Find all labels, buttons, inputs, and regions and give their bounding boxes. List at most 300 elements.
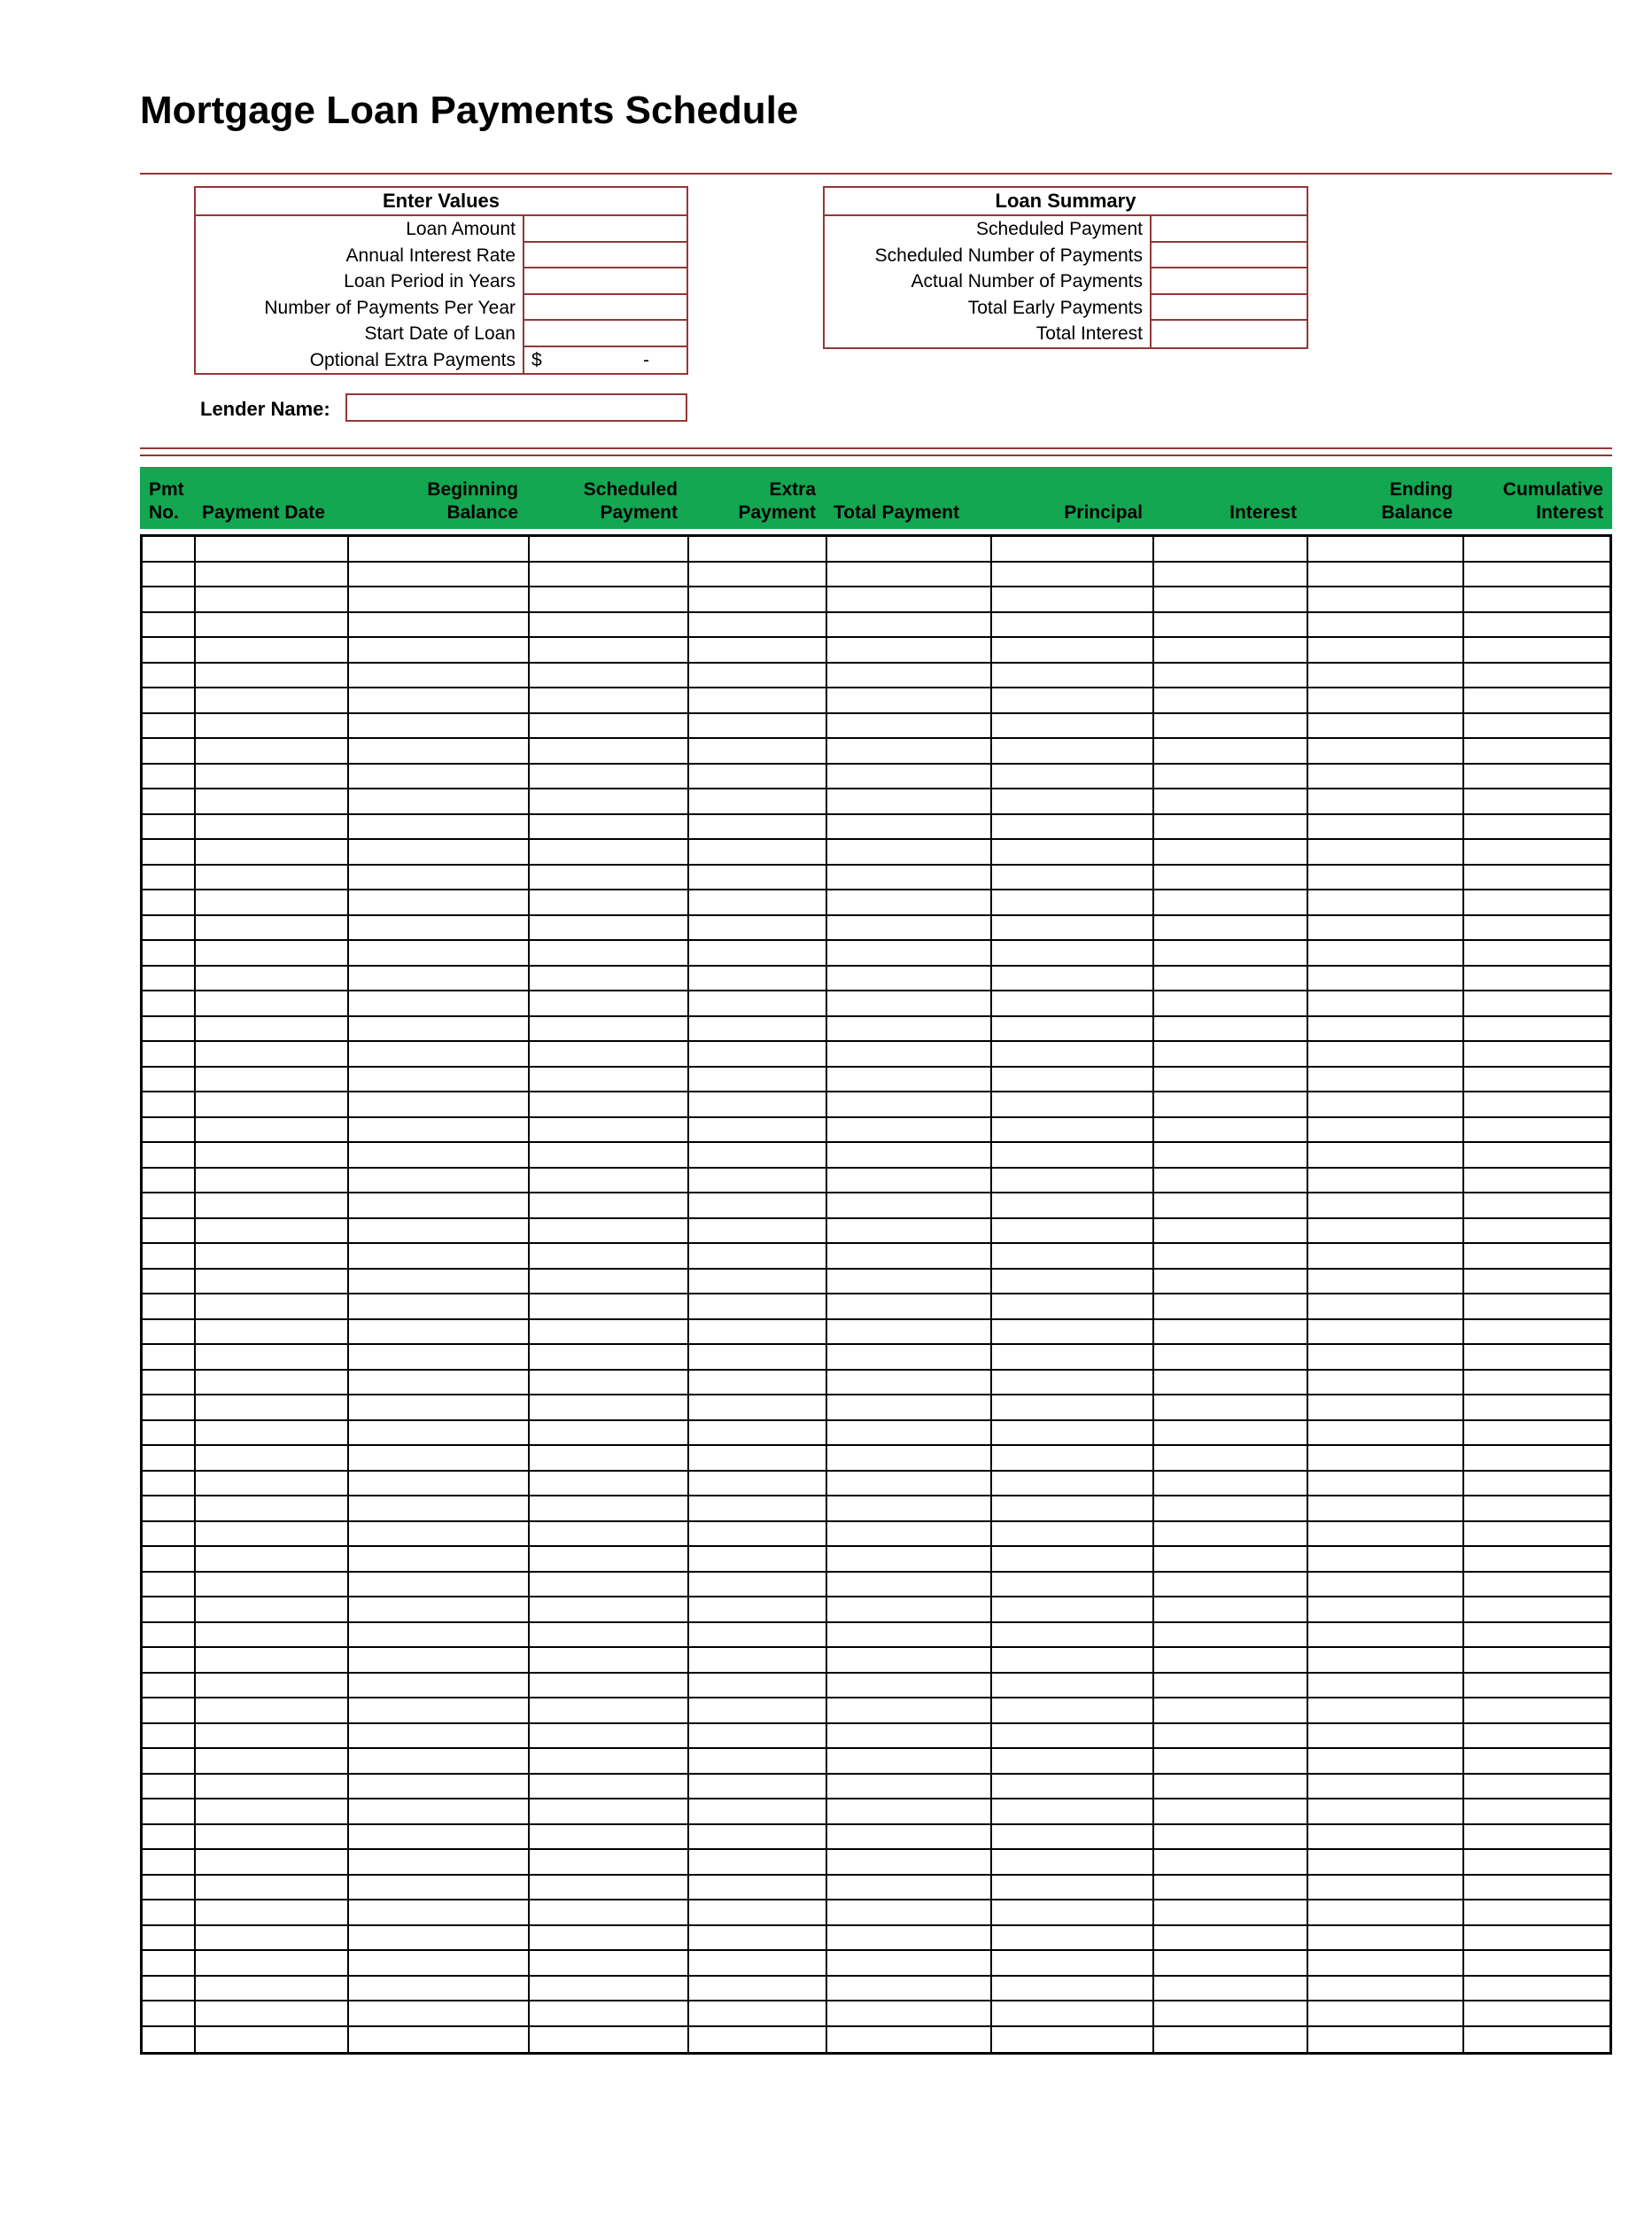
table-cell[interactable] <box>196 1597 349 1623</box>
table-cell[interactable] <box>530 991 689 1017</box>
table-cell[interactable] <box>992 1169 1154 1194</box>
table-cell[interactable] <box>827 1193 992 1219</box>
table-cell[interactable] <box>349 1522 530 1548</box>
table-cell[interactable] <box>689 1724 827 1750</box>
table-cell[interactable] <box>827 1825 992 1851</box>
table-cell[interactable] <box>349 714 530 740</box>
table-cell[interactable] <box>1308 1573 1464 1598</box>
table-cell[interactable] <box>1308 1825 1464 1851</box>
table-cell[interactable] <box>1464 613 1609 639</box>
table-cell[interactable] <box>992 1850 1154 1876</box>
table-cell[interactable] <box>1464 765 1609 790</box>
table-cell[interactable] <box>689 1977 827 2002</box>
table-cell[interactable] <box>1308 1472 1464 1497</box>
table-cell[interactable] <box>827 587 992 613</box>
table-cell[interactable] <box>689 1042 827 1068</box>
table-cell[interactable] <box>992 2027 1154 2053</box>
table-cell[interactable] <box>349 890 530 916</box>
table-cell[interactable] <box>349 1421 530 1447</box>
table-cell[interactable] <box>689 1698 827 1724</box>
table-cell[interactable] <box>143 1775 196 1800</box>
table-cell[interactable] <box>1154 866 1308 891</box>
table-cell[interactable] <box>1308 1068 1464 1093</box>
table-cell[interactable] <box>1464 2001 1609 2027</box>
table-cell[interactable] <box>530 1698 689 1724</box>
table-cell[interactable] <box>143 563 196 588</box>
table-cell[interactable] <box>689 1623 827 1649</box>
table-cell[interactable] <box>349 688 530 714</box>
table-cell[interactable] <box>689 2027 827 2053</box>
table-cell[interactable] <box>196 638 349 664</box>
table-cell[interactable] <box>827 1900 992 1926</box>
table-cell[interactable] <box>827 664 992 689</box>
table-cell[interactable] <box>992 1320 1154 1346</box>
table-cell[interactable] <box>1308 815 1464 841</box>
table-cell[interactable] <box>992 1876 1154 1901</box>
table-cell[interactable] <box>196 991 349 1017</box>
table-cell[interactable] <box>143 1825 196 1851</box>
table-cell[interactable] <box>827 1648 992 1674</box>
table-cell[interactable] <box>689 688 827 714</box>
table-cell[interactable] <box>530 1597 689 1623</box>
table-cell[interactable] <box>1154 1244 1308 1270</box>
table-cell[interactable] <box>196 1219 349 1245</box>
table-cell[interactable] <box>143 613 196 639</box>
table-cell[interactable] <box>349 1623 530 1649</box>
table-cell[interactable] <box>1308 1143 1464 1169</box>
table-cell[interactable] <box>143 537 196 563</box>
table-cell[interactable] <box>992 991 1154 1017</box>
table-cell[interactable] <box>1154 1951 1308 1977</box>
table-cell[interactable] <box>1464 714 1609 740</box>
table-cell[interactable] <box>196 1496 349 1522</box>
table-cell[interactable] <box>992 1825 1154 1851</box>
table-cell[interactable] <box>1464 2027 1609 2053</box>
table-cell[interactable] <box>827 1244 992 1270</box>
table-cell[interactable] <box>1154 2001 1308 2027</box>
table-cell[interactable] <box>1464 1674 1609 1699</box>
table-cell[interactable] <box>143 714 196 740</box>
table-cell[interactable] <box>530 1573 689 1598</box>
table-cell[interactable] <box>992 1446 1154 1472</box>
table-cell[interactable] <box>827 1674 992 1699</box>
table-cell[interactable] <box>530 2027 689 2053</box>
table-cell[interactable] <box>992 1522 1154 1548</box>
table-cell[interactable] <box>349 1345 530 1371</box>
table-cell[interactable] <box>530 1068 689 1093</box>
table-cell[interactable] <box>196 866 349 891</box>
table-cell[interactable] <box>1464 1547 1609 1573</box>
table-cell[interactable] <box>349 1977 530 2002</box>
table-cell[interactable] <box>143 587 196 613</box>
table-cell[interactable] <box>1308 1421 1464 1447</box>
table-cell[interactable] <box>143 815 196 841</box>
table-cell[interactable] <box>349 866 530 891</box>
table-cell[interactable] <box>1308 1320 1464 1346</box>
table-cell[interactable] <box>1308 1597 1464 1623</box>
table-cell[interactable] <box>530 1092 689 1118</box>
table-cell[interactable] <box>1154 1294 1308 1320</box>
table-cell[interactable] <box>196 1900 349 1926</box>
table-cell[interactable] <box>196 1446 349 1472</box>
table-cell[interactable] <box>992 714 1154 740</box>
table-cell[interactable] <box>349 1143 530 1169</box>
table-cell[interactable] <box>349 1698 530 1724</box>
table-cell[interactable] <box>530 587 689 613</box>
table-cell[interactable] <box>827 1345 992 1371</box>
table-cell[interactable] <box>143 1977 196 2002</box>
table-cell[interactable] <box>349 1244 530 1270</box>
table-cell[interactable] <box>827 1395 992 1421</box>
table-cell[interactable] <box>1464 991 1609 1017</box>
table-cell[interactable] <box>1154 1395 1308 1421</box>
table-cell[interactable] <box>1464 1371 1609 1396</box>
table-cell[interactable] <box>196 1118 349 1144</box>
table-cell[interactable] <box>1308 1118 1464 1144</box>
table-cell[interactable] <box>349 739 530 765</box>
table-cell[interactable] <box>349 1951 530 1977</box>
table-cell[interactable] <box>1308 1395 1464 1421</box>
table-cell[interactable] <box>530 1775 689 1800</box>
table-cell[interactable] <box>143 1522 196 1548</box>
table-cell[interactable] <box>992 1068 1154 1093</box>
table-cell[interactable] <box>143 2001 196 2027</box>
table-cell[interactable] <box>143 664 196 689</box>
table-cell[interactable] <box>689 1597 827 1623</box>
table-cell[interactable] <box>689 1294 827 1320</box>
table-cell[interactable] <box>689 1395 827 1421</box>
table-cell[interactable] <box>196 941 349 967</box>
table-cell[interactable] <box>349 1092 530 1118</box>
table-cell[interactable] <box>827 1876 992 1901</box>
table-cell[interactable] <box>827 1775 992 1800</box>
table-cell[interactable] <box>827 1092 992 1118</box>
table-cell[interactable] <box>827 1320 992 1346</box>
table-cell[interactable] <box>1464 1042 1609 1068</box>
table-cell[interactable] <box>349 815 530 841</box>
table-cell[interactable] <box>1464 840 1609 866</box>
table-cell[interactable] <box>1154 664 1308 689</box>
table-cell[interactable] <box>349 638 530 664</box>
table-cell[interactable] <box>1308 1623 1464 1649</box>
table-cell[interactable] <box>1308 1193 1464 1219</box>
table-cell[interactable] <box>143 890 196 916</box>
table-cell[interactable] <box>992 789 1154 815</box>
table-cell[interactable] <box>992 1674 1154 1699</box>
table-cell[interactable] <box>827 1421 992 1447</box>
table-cell[interactable] <box>196 1169 349 1194</box>
table-cell[interactable] <box>827 916 992 942</box>
table-cell[interactable] <box>1464 1017 1609 1043</box>
table-cell[interactable] <box>1464 1068 1609 1093</box>
table-cell[interactable] <box>530 1395 689 1421</box>
table-cell[interactable] <box>1154 1320 1308 1346</box>
table-cell[interactable] <box>689 563 827 588</box>
table-cell[interactable] <box>530 1472 689 1497</box>
table-cell[interactable] <box>689 1775 827 1800</box>
table-cell[interactable] <box>827 1724 992 1750</box>
table-cell[interactable] <box>1154 1193 1308 1219</box>
table-cell[interactable] <box>1464 916 1609 942</box>
table-cell[interactable] <box>992 1219 1154 1245</box>
table-cell[interactable] <box>827 1850 992 1876</box>
table-cell[interactable] <box>689 1143 827 1169</box>
table-cell[interactable] <box>1464 1900 1609 1926</box>
table-cell[interactable] <box>1154 1169 1308 1194</box>
table-cell[interactable] <box>1154 1143 1308 1169</box>
table-cell[interactable] <box>1154 765 1308 790</box>
table-cell[interactable] <box>530 967 689 992</box>
scheduled-payment-field[interactable] <box>1150 216 1307 243</box>
table-cell[interactable] <box>1308 537 1464 563</box>
table-cell[interactable] <box>689 1270 827 1295</box>
table-cell[interactable] <box>689 1371 827 1396</box>
table-cell[interactable] <box>1154 1017 1308 1043</box>
table-cell[interactable] <box>196 890 349 916</box>
loan-period-field[interactable] <box>523 268 686 295</box>
loan-amount-field[interactable] <box>523 216 686 243</box>
table-cell[interactable] <box>143 1042 196 1068</box>
table-cell[interactable] <box>196 916 349 942</box>
table-cell[interactable] <box>689 638 827 664</box>
table-cell[interactable] <box>1154 1977 1308 2002</box>
table-cell[interactable] <box>143 1496 196 1522</box>
table-cell[interactable] <box>349 1294 530 1320</box>
table-cell[interactable] <box>1308 1496 1464 1522</box>
table-cell[interactable] <box>1308 1951 1464 1977</box>
table-cell[interactable] <box>689 765 827 790</box>
table-cell[interactable] <box>1464 688 1609 714</box>
table-cell[interactable] <box>827 1547 992 1573</box>
table-cell[interactable] <box>827 1042 992 1068</box>
table-cell[interactable] <box>196 664 349 689</box>
table-cell[interactable] <box>1464 1573 1609 1598</box>
table-cell[interactable] <box>1154 1900 1308 1926</box>
table-cell[interactable] <box>1464 1977 1609 2002</box>
table-cell[interactable] <box>196 1648 349 1674</box>
table-cell[interactable] <box>196 1850 349 1876</box>
table-cell[interactable] <box>196 2027 349 2053</box>
table-cell[interactable] <box>1154 1698 1308 1724</box>
table-cell[interactable] <box>530 1320 689 1346</box>
table-cell[interactable] <box>143 1017 196 1043</box>
table-cell[interactable] <box>1154 688 1308 714</box>
table-cell[interactable] <box>689 1926 827 1952</box>
table-cell[interactable] <box>143 1270 196 1295</box>
table-cell[interactable] <box>1154 1118 1308 1144</box>
table-cell[interactable] <box>1154 991 1308 1017</box>
table-cell[interactable] <box>349 789 530 815</box>
table-cell[interactable] <box>196 1749 349 1775</box>
table-cell[interactable] <box>827 941 992 967</box>
table-cell[interactable] <box>349 1472 530 1497</box>
table-cell[interactable] <box>689 1648 827 1674</box>
table-cell[interactable] <box>530 1169 689 1194</box>
table-cell[interactable] <box>196 1698 349 1724</box>
table-cell[interactable] <box>1308 587 1464 613</box>
table-cell[interactable] <box>992 1900 1154 1926</box>
table-cell[interactable] <box>143 1850 196 1876</box>
table-cell[interactable] <box>1308 1244 1464 1270</box>
table-cell[interactable] <box>992 1749 1154 1775</box>
table-cell[interactable] <box>1154 739 1308 765</box>
table-cell[interactable] <box>349 1876 530 1901</box>
table-cell[interactable] <box>992 815 1154 841</box>
table-cell[interactable] <box>1308 1042 1464 1068</box>
table-cell[interactable] <box>196 1068 349 1093</box>
table-cell[interactable] <box>349 991 530 1017</box>
table-cell[interactable] <box>196 1951 349 1977</box>
table-cell[interactable] <box>992 1951 1154 1977</box>
table-cell[interactable] <box>1464 1825 1609 1851</box>
table-cell[interactable] <box>689 1017 827 1043</box>
table-cell[interactable] <box>689 1573 827 1598</box>
table-cell[interactable] <box>530 1496 689 1522</box>
table-cell[interactable] <box>1308 688 1464 714</box>
table-cell[interactable] <box>992 1799 1154 1825</box>
table-cell[interactable] <box>689 714 827 740</box>
table-cell[interactable] <box>530 1446 689 1472</box>
table-cell[interactable] <box>196 765 349 790</box>
table-cell[interactable] <box>689 739 827 765</box>
table-cell[interactable] <box>1154 1775 1308 1800</box>
table-cell[interactable] <box>143 1345 196 1371</box>
table-cell[interactable] <box>1154 1850 1308 1876</box>
table-cell[interactable] <box>1308 991 1464 1017</box>
table-cell[interactable] <box>143 1900 196 1926</box>
table-cell[interactable] <box>992 1294 1154 1320</box>
table-cell[interactable] <box>349 664 530 689</box>
table-cell[interactable] <box>1154 1724 1308 1750</box>
table-cell[interactable] <box>1154 967 1308 992</box>
table-cell[interactable] <box>1308 866 1464 891</box>
table-cell[interactable] <box>992 739 1154 765</box>
table-cell[interactable] <box>1464 1724 1609 1750</box>
table-cell[interactable] <box>689 1169 827 1194</box>
table-cell[interactable] <box>992 1395 1154 1421</box>
table-cell[interactable] <box>1464 1143 1609 1169</box>
table-cell[interactable] <box>349 1648 530 1674</box>
table-cell[interactable] <box>349 1573 530 1598</box>
table-cell[interactable] <box>1464 1219 1609 1245</box>
total-interest-field[interactable] <box>1150 321 1307 347</box>
table-cell[interactable] <box>1154 1472 1308 1497</box>
table-cell[interactable] <box>1308 1219 1464 1245</box>
table-cell[interactable] <box>992 1244 1154 1270</box>
table-cell[interactable] <box>349 1799 530 1825</box>
table-cell[interactable] <box>689 1472 827 1497</box>
table-cell[interactable] <box>1464 815 1609 841</box>
table-cell[interactable] <box>530 2001 689 2027</box>
table-cell[interactable] <box>689 1749 827 1775</box>
table-cell[interactable] <box>1308 1648 1464 1674</box>
table-cell[interactable] <box>349 967 530 992</box>
table-cell[interactable] <box>827 1698 992 1724</box>
table-cell[interactable] <box>827 688 992 714</box>
table-cell[interactable] <box>1464 1169 1609 1194</box>
table-cell[interactable] <box>827 1926 992 1952</box>
table-cell[interactable] <box>196 1017 349 1043</box>
table-cell[interactable] <box>1154 815 1308 841</box>
table-cell[interactable] <box>1154 2027 1308 2053</box>
table-cell[interactable] <box>827 1294 992 1320</box>
table-cell[interactable] <box>1464 967 1609 992</box>
table-cell[interactable] <box>530 866 689 891</box>
table-cell[interactable] <box>143 967 196 992</box>
table-cell[interactable] <box>1464 563 1609 588</box>
table-cell[interactable] <box>689 916 827 942</box>
table-cell[interactable] <box>196 789 349 815</box>
table-cell[interactable] <box>1464 941 1609 967</box>
table-cell[interactable] <box>143 1446 196 1472</box>
table-cell[interactable] <box>196 1825 349 1851</box>
table-cell[interactable] <box>196 1294 349 1320</box>
table-cell[interactable] <box>1308 1749 1464 1775</box>
table-cell[interactable] <box>349 1724 530 1750</box>
table-cell[interactable] <box>1154 1446 1308 1472</box>
table-cell[interactable] <box>992 1648 1154 1674</box>
table-cell[interactable] <box>827 1472 992 1497</box>
actual-number-field[interactable] <box>1150 268 1307 295</box>
table-cell[interactable] <box>530 1547 689 1573</box>
table-cell[interactable] <box>530 664 689 689</box>
table-cell[interactable] <box>349 1825 530 1851</box>
table-cell[interactable] <box>1308 765 1464 790</box>
table-cell[interactable] <box>143 941 196 967</box>
table-cell[interactable] <box>1308 1522 1464 1548</box>
table-cell[interactable] <box>1464 537 1609 563</box>
table-cell[interactable] <box>827 1143 992 1169</box>
table-cell[interactable] <box>827 1977 992 2002</box>
table-cell[interactable] <box>1464 1597 1609 1623</box>
table-cell[interactable] <box>1154 916 1308 942</box>
table-cell[interactable] <box>827 765 992 790</box>
table-cell[interactable] <box>1308 1850 1464 1876</box>
table-cell[interactable] <box>349 1926 530 1952</box>
table-cell[interactable] <box>349 1547 530 1573</box>
table-cell[interactable] <box>1308 916 1464 942</box>
table-cell[interactable] <box>1464 1648 1609 1674</box>
table-cell[interactable] <box>992 1118 1154 1144</box>
table-cell[interactable] <box>827 2027 992 2053</box>
table-cell[interactable] <box>196 1573 349 1598</box>
table-cell[interactable] <box>530 1674 689 1699</box>
table-cell[interactable] <box>196 1775 349 1800</box>
table-cell[interactable] <box>196 2001 349 2027</box>
table-cell[interactable] <box>992 1623 1154 1649</box>
table-cell[interactable] <box>992 613 1154 639</box>
table-cell[interactable] <box>689 2001 827 2027</box>
table-cell[interactable] <box>196 1143 349 1169</box>
table-cell[interactable] <box>827 1749 992 1775</box>
table-cell[interactable] <box>992 1143 1154 1169</box>
table-cell[interactable] <box>196 1472 349 1497</box>
table-cell[interactable] <box>349 765 530 790</box>
table-cell[interactable] <box>827 1068 992 1093</box>
table-cell[interactable] <box>1308 2001 1464 2027</box>
table-cell[interactable] <box>1308 563 1464 588</box>
table-cell[interactable] <box>1464 638 1609 664</box>
table-cell[interactable] <box>1308 1547 1464 1573</box>
table-cell[interactable] <box>196 739 349 765</box>
table-cell[interactable] <box>143 1395 196 1421</box>
table-cell[interactable] <box>196 1371 349 1396</box>
table-cell[interactable] <box>689 1951 827 1977</box>
table-cell[interactable] <box>196 840 349 866</box>
table-cell[interactable] <box>1154 1092 1308 1118</box>
table-cell[interactable] <box>349 840 530 866</box>
table-cell[interactable] <box>992 1977 1154 2002</box>
